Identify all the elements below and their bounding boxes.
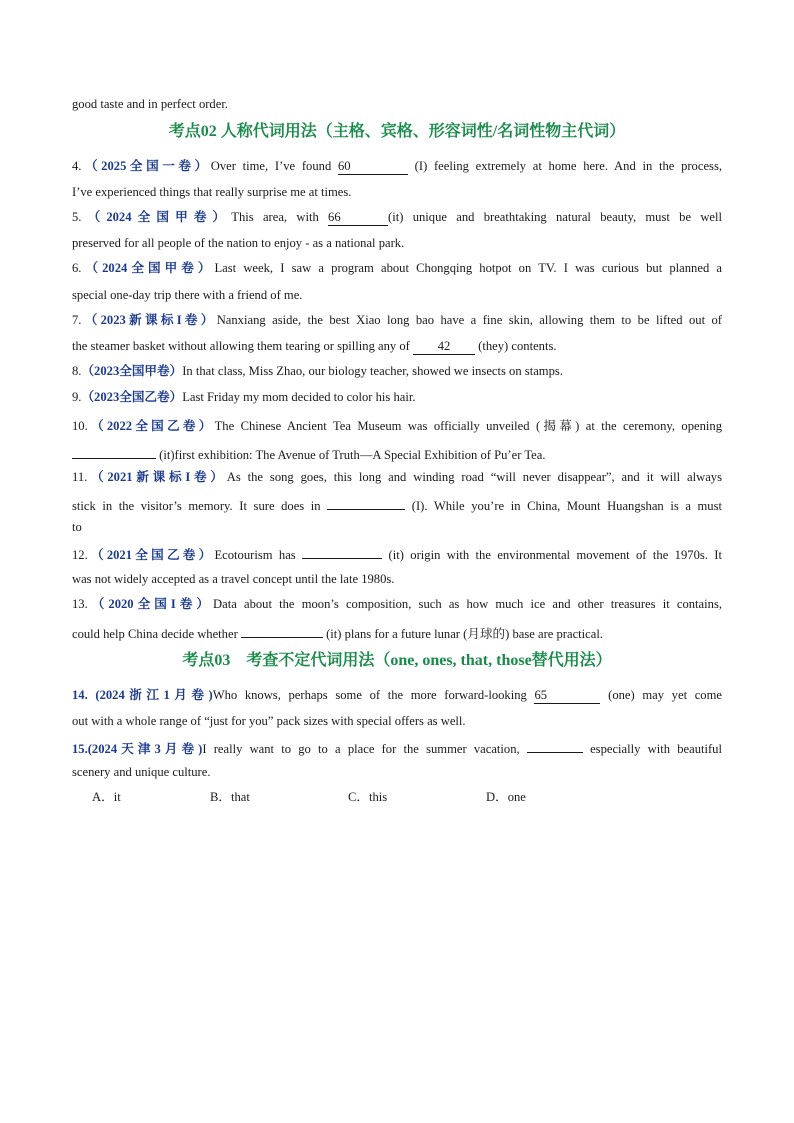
question-6: 6.（2024全国甲卷）Last week, I saw a program about Chongqing hotpot on TV. I was curious but planned a (72, 261, 723, 275)
question-12: 12.（2021全国乙卷）Ecotourism has (it) origin with the environmental movement of the 1970s. It (72, 544, 722, 563)
question-number: 13. (72, 597, 88, 611)
answer-blank[interactable]: 65 (534, 689, 600, 704)
answer-blank[interactable]: 42 (413, 340, 475, 355)
heading-kaodian-03: 考点03 考查不定代词用法（one, ones, that, those替代用法） (182, 652, 612, 669)
question-source: 14. (2024浙江1月卷) (72, 688, 213, 702)
question-number: 7. (72, 313, 82, 327)
question-10-line-2: (it)first exhibition: The Avenue of Truth—A Special Exhibition of Pu’er Tea. (72, 444, 722, 463)
question-4: 4.（2025全国一卷）Over time, I’ve found 60 (I) feeling extremely at home here. And in the process, (72, 159, 722, 173)
question-number: 10. (72, 419, 88, 433)
question-9: 9.（2023全国乙卷）Last Friday my mom decided to color his hair. (72, 390, 416, 404)
question-source: 15.(2024天津3月卷) (72, 742, 203, 756)
question-5: 5.（2024全国甲卷）This area, with 66 (it) unique and breathtaking natural beauty, must be well (72, 210, 723, 224)
answer-blank[interactable]: 60 (338, 160, 408, 175)
question-number: 4. (72, 159, 82, 173)
question-source: （2023全国乙卷） (81, 390, 183, 404)
option-c[interactable]: C．this (348, 790, 388, 804)
answer-blank[interactable] (72, 444, 156, 459)
option-d[interactable]: D．one (486, 790, 526, 804)
question-number: 8. (72, 364, 82, 378)
question-8: 8.（2023全国甲卷）In that class, Miss Zhao, our biology teacher, showed we insects on stamps. (72, 364, 563, 378)
question-15-line-2: scenery and unique culture. (72, 765, 211, 779)
question-5-line-2: preserved for all people of the nation to enjoy - as a national park. (72, 236, 405, 250)
question-number: 9. (72, 390, 82, 404)
question-14-line-2: out with a whole range of “just for you” pack sizes with special offers as well. (72, 714, 466, 728)
question-12-line-2: was not widely accepted as a travel concept until the late 1980s. (72, 572, 395, 586)
question-11-line-2: stick in the visitor’s memory. It sure does in (I). While you’re in China, Mount Huangshan is a must (72, 495, 722, 514)
question-15: 15.(2024天津3月卷)I really want to go to a place for the summer vacation, especially with beautiful (72, 738, 722, 757)
answer-blank[interactable] (302, 544, 382, 559)
question-source: （2021全国乙卷） (87, 548, 215, 562)
question-number: 5. (72, 210, 82, 224)
answer-blank[interactable] (241, 623, 323, 638)
question-10: 10.（2022全国乙卷）The Chinese Ancient Tea Museum was officially unveiled (揭幕) at the ceremony, opening (72, 419, 722, 433)
answer-blank[interactable] (327, 495, 405, 510)
question-source: （2024全国甲卷） (81, 210, 232, 224)
answer-blank[interactable] (527, 738, 583, 753)
question-11: 11.（2021新课标I卷）As the song goes, this long and winding road “will never disappear”, and it will always (72, 470, 722, 484)
question-6-line-2: special one-day trip there with a friend of me. (72, 288, 303, 302)
question-number: 6. (72, 261, 82, 275)
question-source: （2023全国甲卷） (81, 364, 183, 378)
question-4-line-2: I’ve experienced things that really surprise me at times. (72, 185, 352, 199)
option-b[interactable]: B．that (210, 790, 250, 804)
question-13-line-2: could help China decide whether (it) plans for a future lunar (月球的) base are practical. (72, 623, 722, 642)
question-11-line-3: to (72, 520, 82, 534)
question-source: （2021新课标I卷） (87, 470, 227, 484)
heading-kaodian-02: 考点02 人称代词用法（主格、宾格、形容词性/名词性物主代词） (168, 123, 626, 140)
question-source: （2025全国一卷） (81, 159, 211, 173)
question-source: （2024全国甲卷） (81, 261, 215, 275)
answer-blank[interactable]: 66 (328, 211, 388, 226)
question-source: （2020全国I卷） (87, 597, 214, 611)
question-14: 14. (2024浙江1月卷)Who knows, perhaps some of the more forward-looking 65 (one) may yet come (72, 688, 722, 702)
question-number: 12. (72, 548, 88, 562)
question-source: （2023新课标I卷） (81, 313, 217, 327)
intro-line: good taste and in perfect order. (72, 97, 228, 111)
option-a[interactable]: A．it (92, 790, 121, 804)
question-7-line-2: the steamer basket without allowing them tearing or spilling any of 42 (they) contents. (72, 339, 557, 353)
question-13: 13.（2020全国I卷）Data about the moon’s composition, such as how much ice and other treasures it contains, (72, 597, 722, 611)
question-source: （2022全国乙卷） (87, 419, 215, 433)
question-7: 7.（2023新课标I卷）Nanxiang aside, the best Xiao long bao have a fine skin, allowing them to be lifted out of (72, 313, 723, 327)
question-number: 11. (72, 470, 88, 484)
